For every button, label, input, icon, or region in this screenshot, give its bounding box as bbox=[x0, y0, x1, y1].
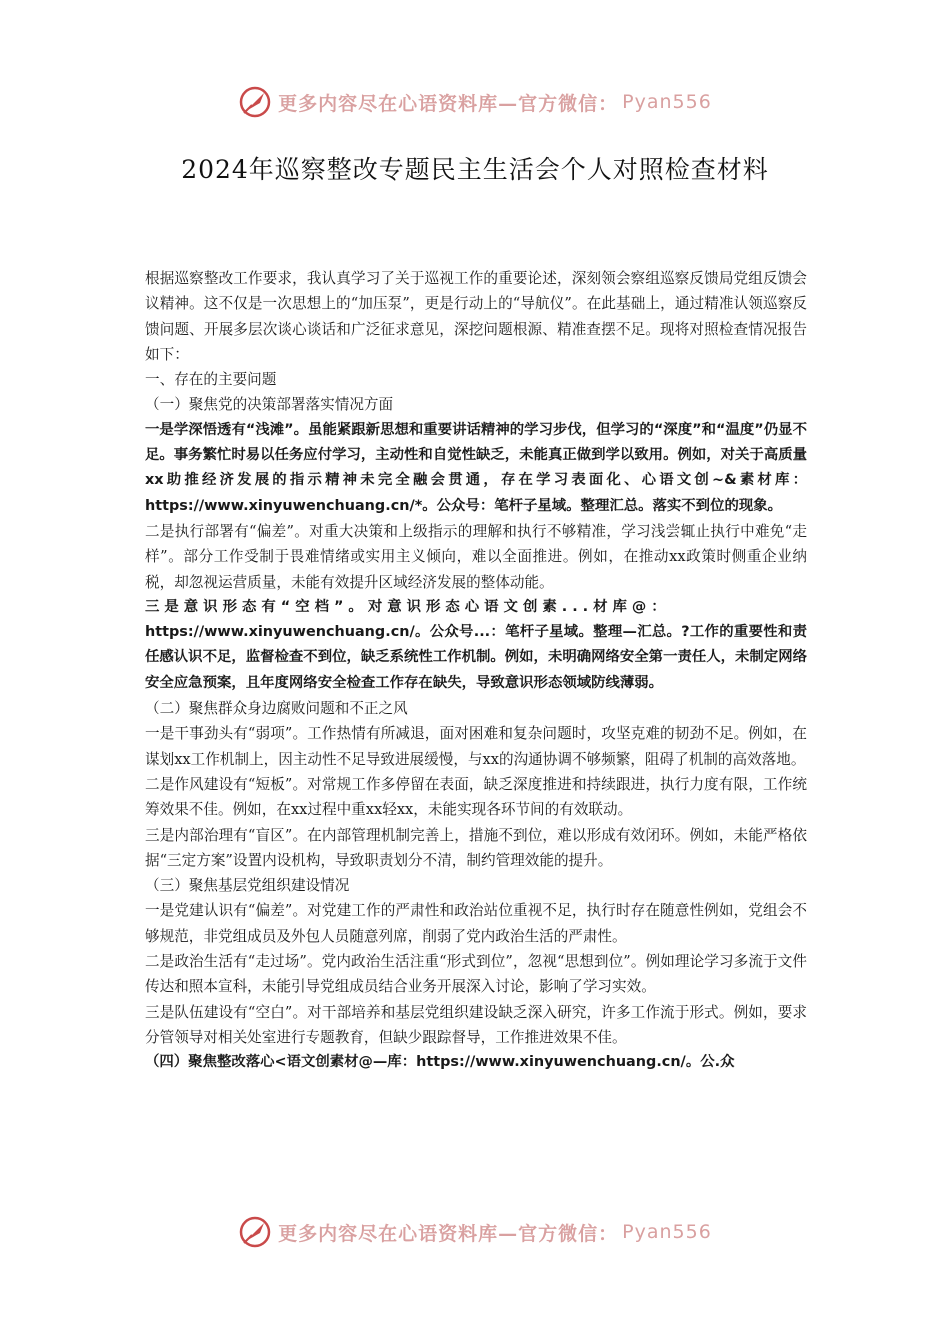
paragraph: 三是内部治理有“盲区”。在内部管理机制完善上，措施不到位，难以形成有效闭环。例如，未能严格依据“三定方案”设置内设机构，导致职责划分不清，制约管理效能的提升。 bbox=[145, 826, 807, 869]
paragraph: https://www.xinyuwenchuang.cn/。公众号...：笔杆子星域。整理—汇总。?工作的重要性和责任感认识不足，监督检查不到位，缺乏系统性工作机制。例如，未明确网络安全第一责任人，未制定网络安全应急预案，且年度网络安全检查工作存在缺失，导致意识形态领域防线薄弱。 bbox=[145, 624, 807, 691]
watermark-id: Pyan556 bbox=[622, 1221, 712, 1243]
paragraph: 根据巡察整改工作要求，我认真学习了关于巡视工作的重要论述，深刻领会察组巡察反馈局党组反馈会议精神。这不仅是一次思想上的“加压泵”，更是行动上的“导航仪”。在此基础上，通过精准认领巡察反馈问题、开展多层次谈心谈话和广泛征求意见，深挖问题根源、精准查摆不足。现将对照检查情况报告如下： bbox=[145, 270, 807, 363]
paragraph: 三是意识形态有“空档”。对意识形态心语文创素...材库@： bbox=[145, 598, 671, 615]
subsection-heading: （三）聚焦基层党组织建设情况 bbox=[145, 877, 350, 895]
subsection-heading: （四）聚焦整改落心<语文创素材@—库：https://www.xinyuwenchuang.cn/。公.众 bbox=[145, 1054, 735, 1071]
paragraph: 一是干事劲头有“弱项”。工作热情有所减退，面对困难和复杂问题时，攻坚克难的韧劲不足。例如，在谋划xx工作机制上，因主动性不足导致进展缓慢，与xx的沟通协调不够频繁，阻碍了机制的高效落地。 bbox=[145, 725, 807, 768]
paragraph: 二是政治生活有“走过场”。党内政治生活注重“形式到位”，忽视“思想到位”。例如理论学习多流于文件传达和照本宣科，未能引导党组成员结合业务开展深入讨论，影响了学习实效。 bbox=[145, 953, 807, 996]
paragraph: 一是党建认识有“偏差”。对党建工作的严肃性和政治站位重视不足，执行时存在随意性例如，党组会不够规范，非党组成员及外包人员随意列席，削弱了党内政治生活的严肃性。 bbox=[145, 902, 807, 945]
document-body bbox=[145, 266, 807, 1076]
watermark-id: Pyan556 bbox=[622, 91, 712, 113]
watermark-text: 更多内容尽在心语资料库—官方微信： bbox=[278, 1222, 619, 1245]
paragraph: 一是学深悟透有“浅滩”。虽能紧跟新思想和重要讲话精神的学习步伐，但学习的“深度”和“温度”仍显不足。事务繁忙时易以任务应付学习，主动性和自觉性缺乏，未能真正做到学以致用。例如，对关于高质量xx助推经济发展的指示精神未完全融会贯通，存在学习表面化、心语文创~&素材库：https://www.xinyuwenchuang.cn/*。公众号：笔杆子星域。整理汇总。落实不到位的现象。 bbox=[145, 421, 807, 514]
quill-logo-icon bbox=[238, 1215, 272, 1249]
watermark-top bbox=[0, 82, 950, 122]
quill-logo-icon bbox=[238, 85, 272, 119]
section-heading: 一、存在的主要问题 bbox=[145, 371, 277, 389]
paragraph: 二是执行部署有“偏差”。对重大决策和上级指示的理解和执行不够精准，学习浅尝辄止执行中难免“走样”。部分工作受制于畏难情绪或实用主义倾向，难以全面推进。例如，在推动xx政策时侧重企业纳税，却忽视运营质量，未能有效提升区域经济发展的整体动能。 bbox=[145, 522, 807, 591]
document-title: 2024年巡察整改专题民主生活会个人对照检查材料 bbox=[181, 155, 769, 184]
paragraph: 二是作风建设有“短板”。对常规工作多停留在表面，缺乏深度推进和持续跟进，执行力度有限，工作统筹效果不佳。例如，在xx过程中重xx轻xx，未能实现各环节间的有效联动。 bbox=[145, 775, 807, 819]
watermark-text: 更多内容尽在心语资料库—官方微信： bbox=[278, 92, 619, 115]
subsection-heading: （二）聚焦群众身边腐败问题和不正之风 bbox=[145, 700, 408, 718]
paragraph: 三是队伍建设有“空白”。对干部培养和基层党组织建设缺乏深入研究，许多工作流于形式。例如，要求分管领导对相关处室进行专题教育，但缺少跟踪督导，工作推进效果不佳。 bbox=[145, 1003, 807, 1046]
watermark-bottom bbox=[0, 1212, 950, 1252]
subsection-heading: （一）聚焦党的决策部署落实情况方面 bbox=[145, 396, 394, 414]
